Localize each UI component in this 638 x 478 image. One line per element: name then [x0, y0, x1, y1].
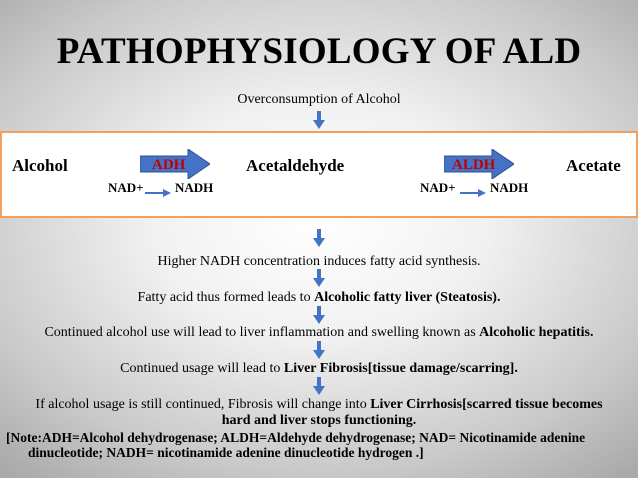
step-cirrhosis	[0, 397, 638, 429]
small-arrow-icon	[145, 184, 171, 192]
step-bold-text: hard and liver stops functioning.	[221, 413, 417, 428]
step-text: Continued usage will lead to	[120, 361, 284, 376]
down-arrow-icon	[313, 377, 325, 395]
down-arrow-icon	[313, 306, 325, 324]
note-line: dinucleotide; NADH= nicotinamide adenine dinucleotide hydrogen .]	[28, 445, 424, 460]
down-arrow-icon	[313, 269, 325, 287]
nad-plus-label-1: NAD+	[108, 180, 144, 195]
overconsumption-text: Overconsumption of Alcohol	[237, 92, 401, 107]
abbreviation-note	[6, 430, 632, 460]
step-text: Higher NADH concentration induces fatty acid synthesis.	[157, 254, 481, 269]
step-text: Continued alcohol use will lead to liver inflammation and swelling known as	[44, 325, 480, 340]
page-title: PATHOPHYSIOLOGY OF ALD	[56, 31, 582, 72]
step-hepatitis	[0, 325, 638, 341]
nad-plus-label-2: NAD+	[420, 180, 456, 195]
acetaldehyde-label: Acetaldehyde	[246, 156, 345, 175]
step-text: Fatty acid thus formed leads to	[137, 290, 315, 305]
down-arrow-icon	[313, 229, 325, 247]
step-bold-text: Alcoholic fatty liver (Steatosis).	[314, 290, 501, 305]
nadh-label-1: NADH	[175, 180, 214, 195]
down-arrow-icon	[313, 341, 325, 359]
step-bold-text: Liver Cirrhosis[scarred tissue becomes	[370, 397, 603, 412]
step-text: If alcohol usage is still continued, Fibrosis will change into	[35, 397, 371, 412]
adh-enzyme-label: ADH	[152, 157, 186, 173]
step-fibrosis	[0, 361, 638, 377]
acetate-label: Acetate	[566, 156, 621, 175]
aldh-enzyme-label: ALDH	[452, 157, 496, 173]
note-line: [Note:ADH=Alcohol dehydrogenase; ALDH=Aldehyde dehydrogenase; NAD= Nicotinamide adenine	[6, 430, 586, 445]
step-bold-text: Alcoholic hepatitis.	[479, 325, 594, 340]
step-fatty-liver	[0, 290, 638, 306]
small-arrow-icon	[460, 184, 486, 192]
down-arrow-icon	[313, 111, 325, 129]
step-nadh-synthesis	[0, 254, 638, 270]
nadh-label-2: NADH	[490, 180, 529, 195]
step-bold-text: Liver Fibrosis[tissue damage/scarring].	[283, 361, 518, 376]
alcohol-label: Alcohol	[12, 156, 68, 175]
